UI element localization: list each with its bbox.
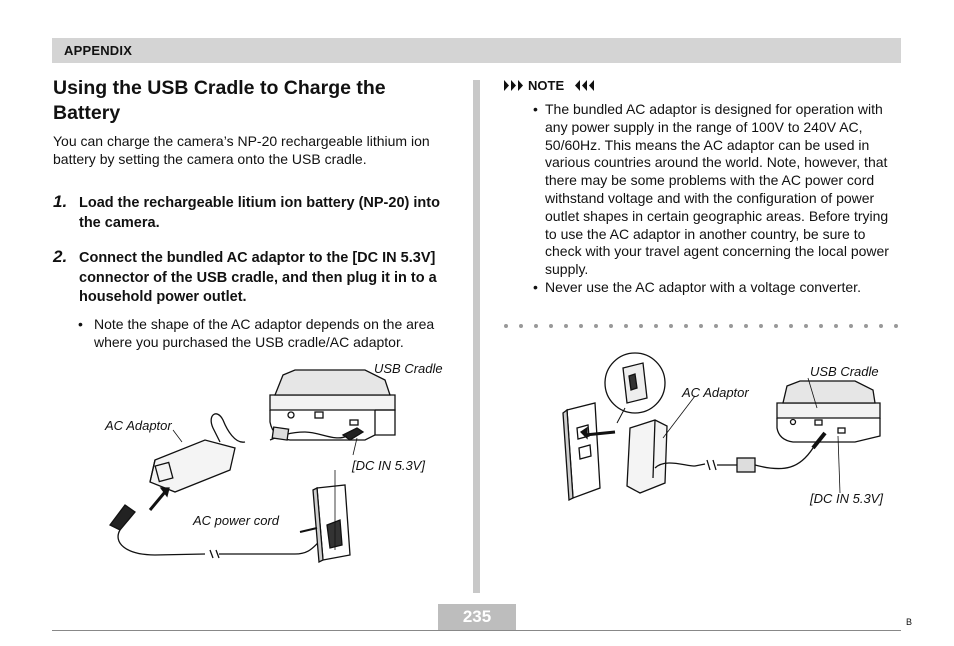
- label-ac-adaptor-right: AC Adaptor: [682, 385, 749, 400]
- step-number: 1.: [53, 192, 68, 211]
- step-text: Load the rechargeable litium ion battery (NP-20) into the camera.: [79, 195, 440, 231]
- note-item-text: The bundled AC adaptor is designed for operation with any power supply in the range of 100V to 240V AC, 50/60Hz. This means the AC adaptor can be used in various countries around the world. Note, however, that there may be some problems with the AC power cord withstand voltage and with the configuration of power outlet shapes in certain geographic areas. Before trying to use the AC adaptor in another country, be sure to check with your travel agent concerning the local power supply.: [545, 101, 889, 278]
- header-bar: [52, 38, 901, 63]
- label-dc-in-right: [DC IN 5.3V]: [810, 491, 883, 506]
- dotted-separator: [503, 321, 903, 331]
- footer-mark: B: [906, 617, 913, 627]
- note-label: NOTE: [528, 78, 565, 93]
- note-item: • Never use the AC adaptor with a voltage converter.: [533, 279, 903, 297]
- label-usb-cradle-right: USB Cradle: [810, 364, 879, 379]
- label-ac-adaptor: AC Adaptor: [105, 418, 172, 433]
- page-number-box: [438, 604, 516, 630]
- note-right-marker-icon: [573, 79, 595, 92]
- section-label: APPENDIX: [64, 43, 133, 58]
- page-number: 235: [462, 607, 492, 626]
- label-dc-in: [DC IN 5.3V]: [352, 458, 425, 473]
- step-text: Connect the bundled AC adaptor to the [DC IN 5.3V] connector of the USB cradle, and then plug it in to a household power outlet.: [79, 250, 437, 305]
- label-usb-cradle: USB Cradle: [374, 361, 443, 376]
- note-list: [533, 101, 903, 297]
- footer-rule: [52, 630, 901, 631]
- page-title: Using the USB Cradle to Charge the Battery: [53, 77, 386, 124]
- step-bullet-text: Note the shape of the AC adaptor depends on the area where you purchased the USB cradle/AC adaptor.: [94, 316, 435, 350]
- note-item: • The bundled AC adaptor is designed for operation with any power supply in the range of 100V to 240V AC, 50/60Hz. This means the AC adaptor can be used in various countries around the world. Note, however, that there may be some problems with the AC power cord withstand voltage and with the configuration of power outlet shapes in certain geographic areas. Before trying to use the AC adaptor in another country, be sure to check with your travel agent concerning the local power supply.: [533, 101, 903, 279]
- label-ac-power-cord: AC power cord: [193, 513, 279, 528]
- intro-paragraph: You can charge the camera’s NP-20 rechargeable lithium ion battery by setting the camera onto the USB cradle.: [53, 133, 430, 167]
- note-left-marker-icon: [503, 79, 525, 92]
- step-number: 2.: [53, 247, 68, 266]
- note-item-text: Never use the AC adaptor with a voltage converter.: [545, 278, 861, 295]
- column-divider: [473, 80, 480, 593]
